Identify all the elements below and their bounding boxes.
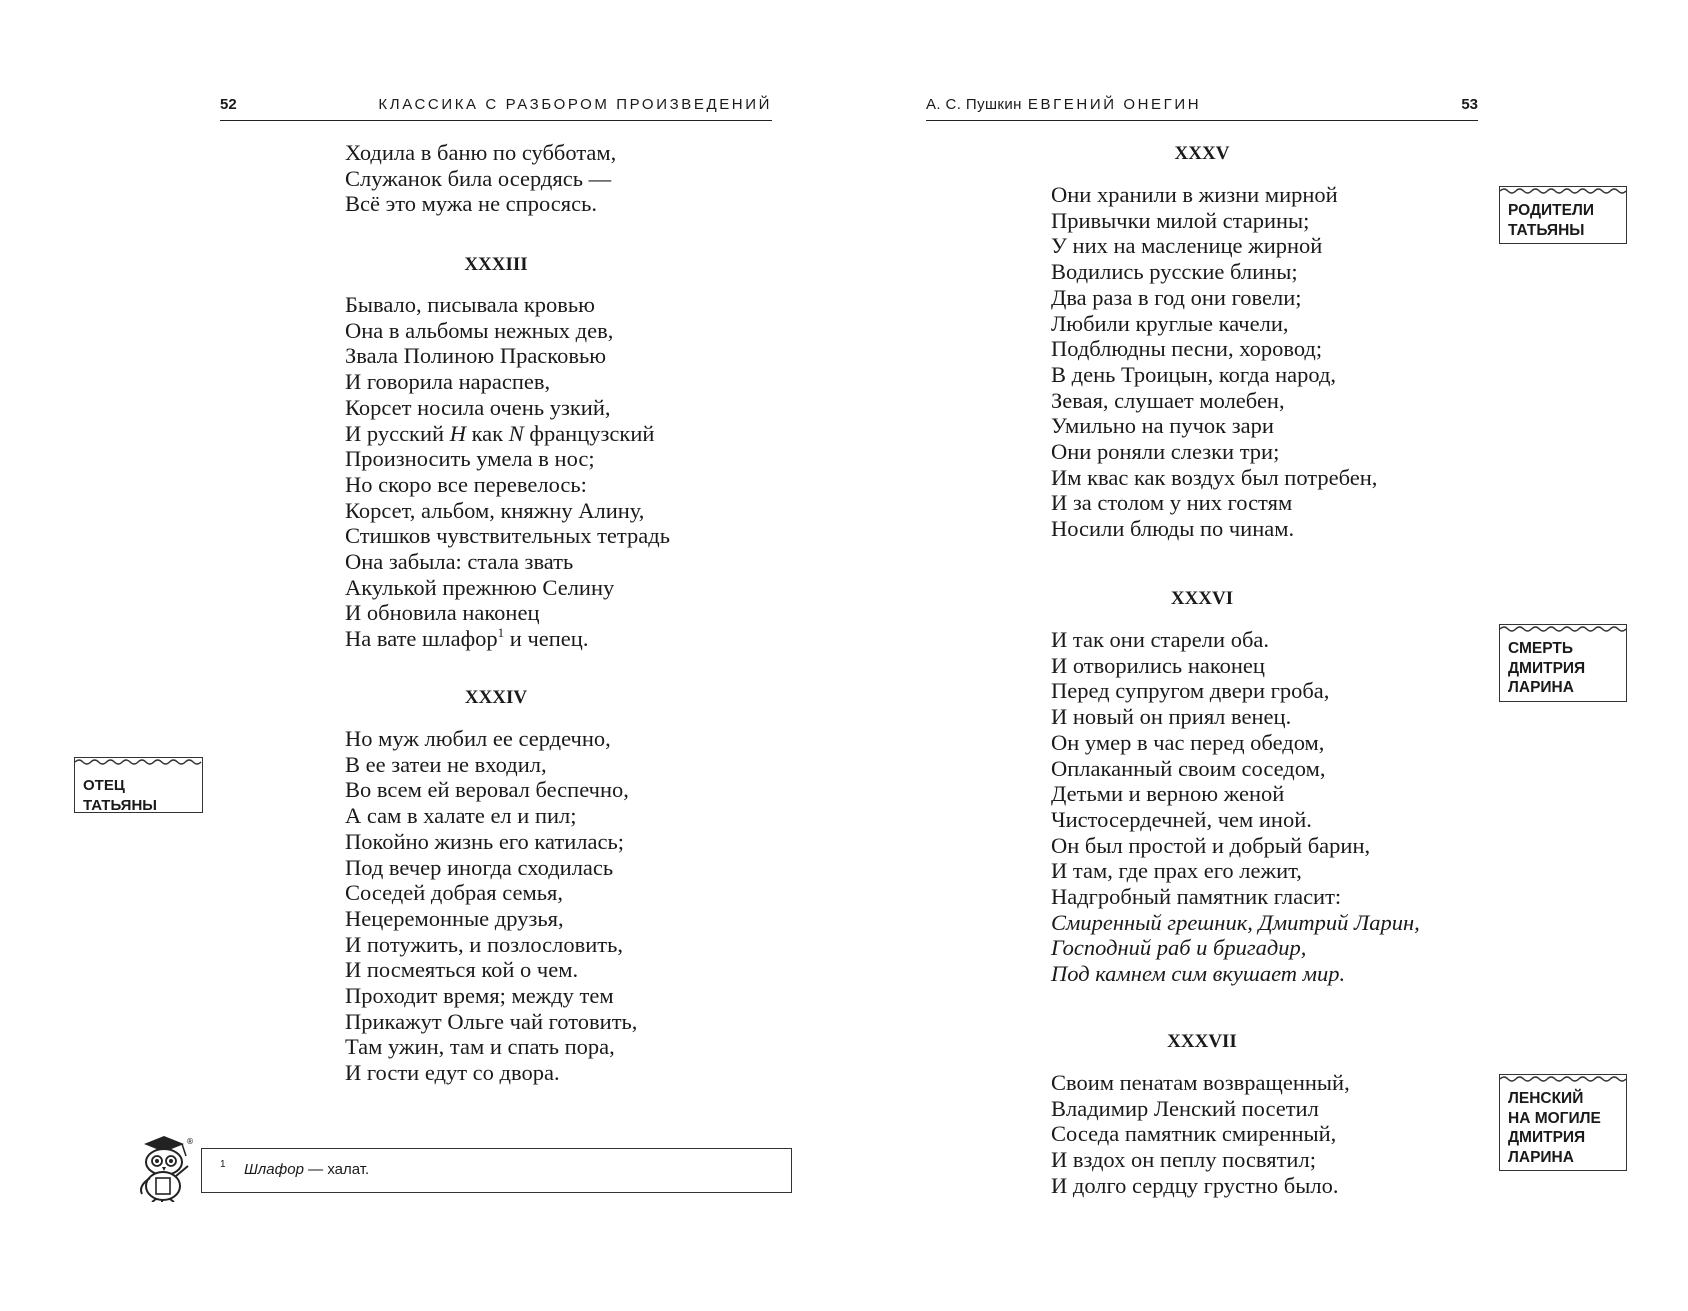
verse-line: И посмеяться кой о чем. xyxy=(345,957,579,983)
verse-line: Покойно жизнь его катилась; xyxy=(345,828,625,854)
verse-line: И вздох он пеплу посвятил; xyxy=(1051,1147,1316,1173)
stanza-xxxv xyxy=(1051,182,1377,542)
margin-note-line: ЛАРИНА xyxy=(1508,679,1574,696)
margin-note-line: ДМИТРИЯ xyxy=(1508,1129,1586,1146)
stanza-xxxvi xyxy=(1051,627,1420,987)
verse-line: Корсет, альбом, княжну Алину, xyxy=(345,497,645,523)
verse-line: Чистосердечней, чем иной. xyxy=(1051,806,1312,832)
stanza-xxxvii xyxy=(1051,1070,1350,1199)
stanza-xxxiii xyxy=(345,292,670,652)
verse-line: Всё это мужа не спросясь. xyxy=(345,191,597,217)
verse-line: Они роняли слезки три; xyxy=(1051,439,1280,465)
verse-line: Но муж любил ее сердечно, xyxy=(345,726,611,751)
verse-line: И новый он приял венец. xyxy=(1051,704,1292,730)
margin-note-line: ЛЕНСКИЙ xyxy=(1508,1090,1584,1107)
verse-line: Он был простой и добрый барин, xyxy=(1051,832,1371,858)
verse-line: Произносить умела в нос; xyxy=(345,446,595,472)
verse-line: Своим пенатам возвращенный, xyxy=(1051,1070,1350,1095)
wavy-edge-icon xyxy=(1500,186,1626,196)
footnote-term: Шлафор xyxy=(244,1161,304,1178)
running-title-left: КЛАССИКА С РАЗБОРОМ ПРОИЗВЕДЕНИЙ xyxy=(378,96,772,113)
verse-line: Она в альбомы нежных дев, xyxy=(345,317,614,343)
verse-line: Корсет носила очень узкий, xyxy=(345,394,611,420)
verse-line: Надгробный памятник гласит: xyxy=(1051,884,1342,910)
running-head-left xyxy=(220,96,772,121)
footnote-box xyxy=(201,1148,792,1193)
running-head-right xyxy=(926,96,1478,121)
verse-line: И потужить, и позлословить, xyxy=(345,931,624,957)
verse-line: Там ужин, там и спать пора, xyxy=(345,1034,615,1060)
verse-line: И так они старели оба. xyxy=(1051,627,1270,652)
epitaph-line: Господний раб и бригадир, xyxy=(1051,935,1307,961)
verse-line: Носили блюды по чинам. xyxy=(1051,516,1295,542)
verse-line: А сам в халате ел и пил; xyxy=(345,803,577,829)
stanza-number-xxxvii: XXXVII xyxy=(1167,1031,1237,1052)
margin-note-lensky-grave xyxy=(1499,1074,1627,1171)
stanza-xxxiv xyxy=(345,726,637,1086)
margin-note-line: ЛАРИНА xyxy=(1508,1148,1574,1166)
verse-line: Детьми и верною женой xyxy=(1051,781,1285,807)
footnote-definition: — халат. xyxy=(304,1161,370,1178)
owl-scholar-icon xyxy=(130,1130,200,1202)
verse-line: Проходит время; между тем xyxy=(345,983,614,1009)
verse-line: Привычки милой старины; xyxy=(1051,207,1310,233)
margin-note-line: ТАТЬЯНЫ xyxy=(1508,221,1585,239)
margin-note-line: ДМИТРИЯ xyxy=(1508,659,1586,677)
verse-line: Любили круглые качели, xyxy=(1051,310,1289,336)
verse-line: Во всем ей веровал беспечно, xyxy=(345,777,629,803)
verse-line: Бывало, писывала кровью xyxy=(345,292,595,317)
verse-line: Подблюдны песни, хоровод; xyxy=(1051,336,1323,362)
verse-line: И русский Н как N французский xyxy=(345,420,655,446)
opening-lines xyxy=(345,140,616,217)
verse-line: Зевая, слушает молебен, xyxy=(1051,387,1285,413)
svg-text:®: ® xyxy=(186,1137,194,1146)
verse-line: И говорила нараспев, xyxy=(345,369,551,395)
margin-note-line: НА МОГИЛЕ xyxy=(1508,1109,1601,1127)
verse-line: На вате шлафор$^1$ и чепец. xyxy=(345,625,589,652)
verse-line: Перед супругом двери гроба, xyxy=(1051,678,1330,704)
stanza-number-xxxvi: XXXVI xyxy=(1170,588,1234,609)
verse-line: Владимир Ленский посетил xyxy=(1051,1095,1319,1121)
verse-line: Служанок била осердясь — xyxy=(345,165,612,191)
page-number-right: 53 xyxy=(1461,96,1478,113)
verse-line: Они хранили в жизни мирной xyxy=(1051,182,1338,207)
footnote-reference[interactable]: 1 xyxy=(497,625,505,641)
verse-line: Ходила в баню по субботам, xyxy=(345,140,617,165)
margin-note-line: СМЕРТЬ xyxy=(1508,640,1573,657)
verse-line: Звала Полиною Прасковью xyxy=(345,343,607,369)
verse-line: И за столом у них гостям xyxy=(1051,490,1293,516)
page-number-left: 52 xyxy=(220,96,237,113)
work-title: ЕВГЕНИЙ ОНЕГИН xyxy=(1027,96,1202,113)
verse-line: И гости едут со двора. xyxy=(345,1060,560,1086)
verse-line: Но скоро все перевелось: xyxy=(345,471,587,497)
verse-line: Соседа памятник смиренный, xyxy=(1051,1121,1337,1147)
verse-line: Стишков чувствительных тетрадь xyxy=(345,523,670,549)
footnote-mark: 1 xyxy=(220,1159,226,1170)
verse-line: В день Троицын, когда народ, xyxy=(1051,361,1337,387)
verse-line: Под вечер иногда сходилась xyxy=(345,854,614,880)
verse-line: Прикажут Ольге чай готовить, xyxy=(345,1008,638,1034)
verse-line: Водились русские блины; xyxy=(1051,259,1298,285)
verse-line: Им квас как воздух был потребен, xyxy=(1051,464,1378,490)
verse-line: Нецеремонные друзья, xyxy=(345,905,564,931)
stanza-number-xxxiv: XXXIV xyxy=(464,687,528,708)
stanza-number-xxxiii: XXXIII xyxy=(464,254,528,275)
wavy-edge-icon xyxy=(1500,624,1626,634)
margin-note-text: ОТЕЦ ТАТЬЯНЫ xyxy=(83,777,157,814)
verse-line: Оплаканный своим соседом, xyxy=(1051,755,1326,781)
verse-line: И отворились наконец xyxy=(1051,652,1265,678)
wavy-edge-icon xyxy=(75,757,202,767)
verse-line: И обновила наконец xyxy=(345,600,540,626)
verse-line: У них на масленице жирной xyxy=(1051,233,1323,259)
verse-line: И долго сердцу грустно было. xyxy=(1051,1172,1339,1198)
margin-note-father xyxy=(74,757,203,813)
epitaph-line: Под камнем сим вкушает мир. xyxy=(1051,961,1346,987)
verse-line: Соседей добрая семья, xyxy=(345,880,563,906)
verse-line: И там, где прах его лежит, xyxy=(1051,858,1302,884)
margin-note-death-larin xyxy=(1499,624,1627,702)
verse-line: Два раза в год они говели; xyxy=(1051,284,1302,310)
author-name: А. С. Пушкин xyxy=(926,96,1022,113)
margin-note-parents xyxy=(1499,186,1627,244)
verse-line: Она забыла: стала звать xyxy=(345,549,574,575)
verse-line: В ее затеи не входил, xyxy=(345,751,547,777)
footnote-text xyxy=(244,1161,369,1178)
running-title-right xyxy=(926,96,1201,113)
verse-line: Акулькой прежнюю Селину xyxy=(345,574,615,600)
epitaph-line: Смиренный грешник, Дмитрий Ларин, xyxy=(1051,909,1420,935)
margin-note-line: РОДИТЕЛИ xyxy=(1508,202,1594,219)
verse-line: Умильно на пучок зари xyxy=(1051,413,1274,439)
wavy-edge-icon xyxy=(1500,1074,1626,1084)
stanza-number-xxxv: XXXV xyxy=(1174,143,1230,164)
verse-line: Он умер в час перед обедом, xyxy=(1051,729,1325,755)
